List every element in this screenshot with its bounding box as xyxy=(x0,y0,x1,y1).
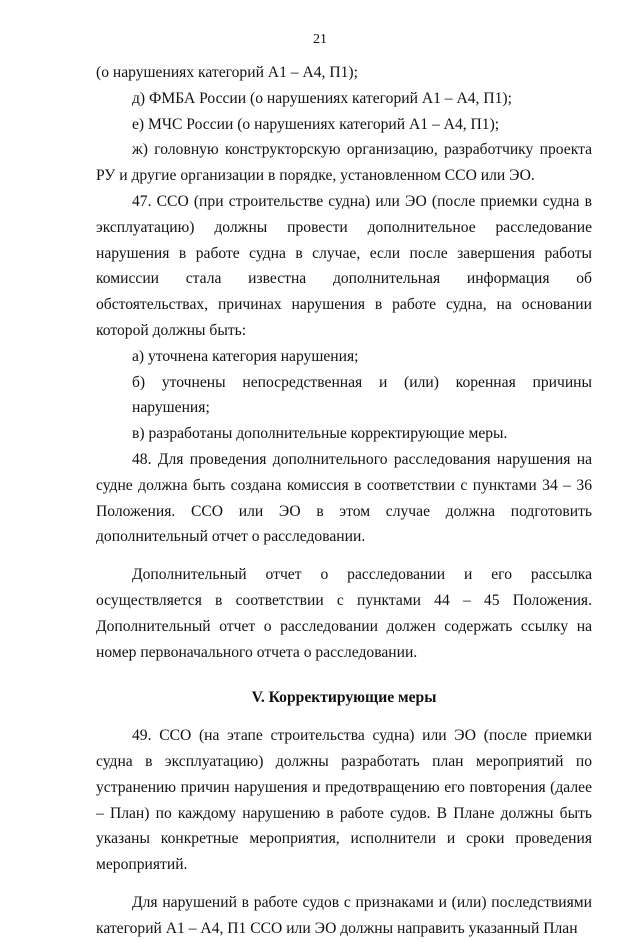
page-number: 21 xyxy=(313,32,327,47)
paragraph-49: 49. ССО (на этапе строительства судна) или ЭО (после приемки судна в эксплуатацию) должны разработать план мероприятий по устранению причин нарушения и предотвращению его повторения (далее – План) по каждому нарушению в работе судов. В Плане должны быть указаны конкретные мероприятия, исполнители и сроки проведения мероприятий. xyxy=(96,727,592,874)
document-body xyxy=(96,60,592,942)
paragraph-49-additional: Для нарушений в работе судов с признаками и (или) последствиями категорий А1 – А4, П1 ССО или ЭО должны направить указанный План xyxy=(96,893,592,937)
section-heading-v: V. Корректирующие меры xyxy=(251,689,437,707)
list-item-d: д) ФМБА России (о нарушениях категорий А1 – А4, П1); xyxy=(132,89,512,107)
paragraph-47: 47. ССО (при строительстве судна) или ЭО (после приемки судна в эксплуатацию) должны провести дополнительное расследование нарушения в работе судна в случае, если после завершения работы комиссии стала известна дополнительная информация об обстоятельствах, причинах нарушения в работе судна, на основании которой должны быть: xyxy=(96,192,592,339)
paragraph-48-additional: Дополнительный отчет о расследовании и его рассылка осуществляется в соответствии с пунктами 44 – 45 Положения. Дополнительный отчет о расследовании должен содержать ссылку на номер первоначального отчета о расследовании. xyxy=(96,566,592,661)
paragraph-48: 48. Для проведения дополнительного расследования нарушения на судне должна быть создана комиссия в соответствии с пунктами 34 – 36 Положения. ССО или ЭО в этом случае должна подготовить дополнительный отчет о расследовании. xyxy=(96,450,592,546)
paragraph-continuation: (о нарушениях категорий А1 – А4, П1); xyxy=(96,64,358,81)
list-item-47a: а) уточнена категория нарушения; xyxy=(132,347,359,365)
list-item-zh: ж) головную конструкторскую организацию, разработчику проекта РУ и другие организации в порядке, установленном ССО или ЭО. xyxy=(96,141,592,185)
list-item-e: е) МЧС России (о нарушениях категорий А1 – А4, П1); xyxy=(132,115,500,133)
list-item-47b: б) уточнены непосредственная и (или) коренная причины нарушения; xyxy=(132,373,592,417)
list-item-47c: в) разработаны дополнительные корректирующие меры. xyxy=(132,425,508,443)
